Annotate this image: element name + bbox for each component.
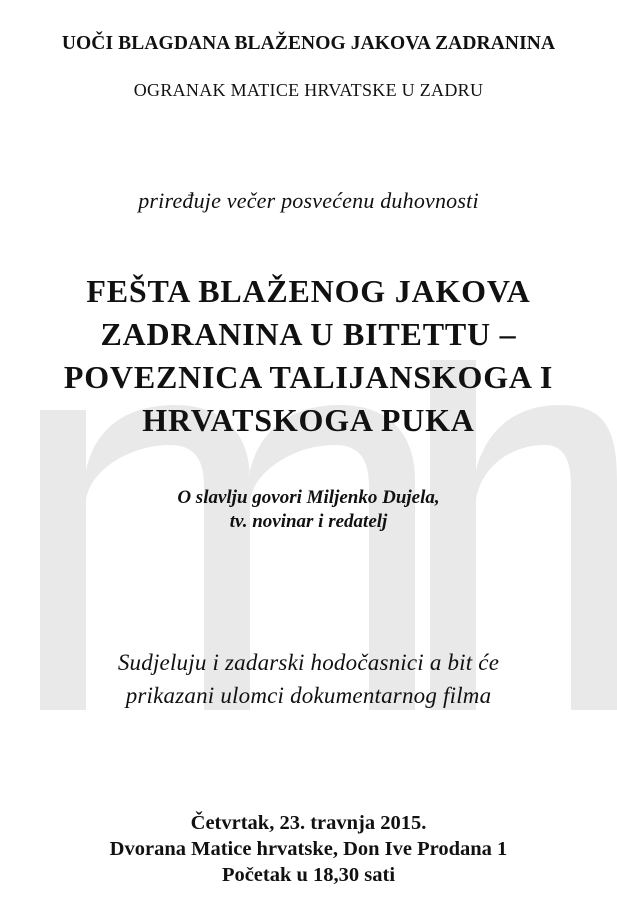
speaker-line: tv. novinar i redatelj — [229, 511, 388, 532]
speaker-info — [0, 486, 617, 534]
title-line: HRVATSKOGA PUKA — [142, 402, 475, 438]
intro-line: priređuje večer posvećenu duhovnosti — [138, 188, 479, 213]
event-details — [0, 810, 617, 888]
event-venue: Dvorana Matice hrvatske, Don Ive Prodana 1 — [109, 838, 508, 860]
title-line: POVEZNICA TALIJANSKOGA I — [63, 359, 554, 395]
participants-note — [0, 646, 617, 712]
note-line: Sudjeluju i zadarski hodočasnici a bit će — [117, 650, 500, 675]
title-line: ZADRANINA U BITETTU – — [100, 316, 517, 352]
event-title — [0, 270, 617, 442]
note-line: prikazani ulomci dokumentarnog filma — [125, 683, 492, 708]
speaker-line: O slavlju govori Miljenko Dujela, — [177, 487, 440, 508]
event-date: Četvrtak, 23. travnja 2015. — [190, 812, 427, 834]
title-line: FEŠTA BLAŽENOG JAKOVA — [86, 273, 531, 309]
event-start-time: Početak u 18,30 sati — [221, 864, 396, 886]
organizer-name: OGRANAK MATICE HRVATSKE U ZADRU — [133, 80, 484, 100]
occasion-heading: UOČI BLAGDANA BLAŽENOG JAKOVA ZADRANINA — [61, 33, 556, 54]
